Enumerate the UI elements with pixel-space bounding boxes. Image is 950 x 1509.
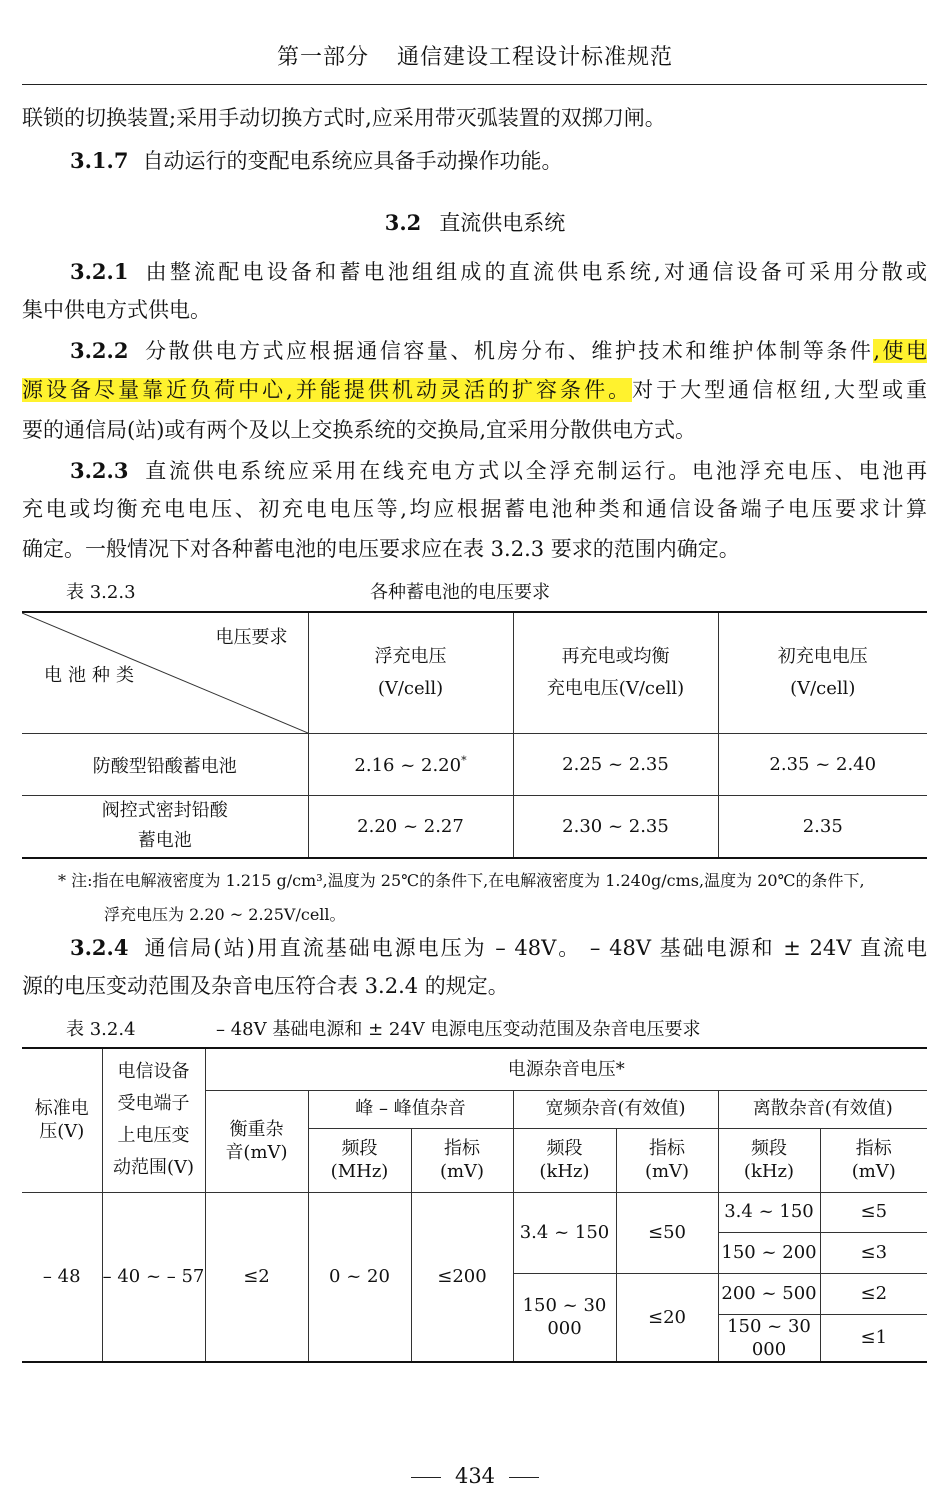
header-initial-charge-voltage <box>718 612 927 734</box>
cell-weighted-noise: ≤2 <box>205 1192 308 1362</box>
clause-text: 直流供电系统应采用在线充电方式以全浮充制运行。电池浮充电压、电池再 <box>142 459 927 483</box>
clause-3-2-3-line3: 确定。一般情况下对各种蓄电池的电压要求应在表 3.2.3 要求的范围内确定。 <box>22 537 740 561</box>
header-text: 指标 <box>855 1137 892 1159</box>
battery-type-line: 阀控式密封铅酸 <box>101 800 228 822</box>
cell-discrete-band: 150 ~ 200 <box>718 1232 820 1273</box>
table-cell: 2.35 <box>718 796 927 858</box>
header-band <box>718 1128 820 1192</box>
cell-discrete-band: 150 ~ 30 000 <box>718 1314 820 1362</box>
header-text: 浮充电压 <box>374 646 447 667</box>
header-text: 频段 <box>341 1137 378 1159</box>
table-row <box>22 612 927 734</box>
header-text: 受电端子 <box>117 1093 190 1115</box>
clause-text: 分散供电方式应根据通信容量、机房分布、维护技术和维护体制等条件 <box>142 339 874 363</box>
clause-number: 3.2.3 <box>70 458 129 483</box>
table2-label: 表 3.2.4 <box>66 1019 136 1040</box>
header-index <box>616 1128 718 1192</box>
header-text: 衡重杂 <box>229 1118 284 1140</box>
header-power-noise: 电源杂音电压* <box>205 1048 927 1090</box>
cell-voltage-range: – 40 ~ – 57 <box>102 1192 205 1362</box>
page-number-dash <box>411 1477 441 1478</box>
paragraph-continuation: 联锁的切换装置;采用手动切换方式时,应采用带灭弧装置的双掷刀闸。 <box>22 106 666 130</box>
clause-text: 通信局(站)用直流基础电源电压为 – 48V。 – 48V 基础电源和 ± 24V 直流电 <box>142 936 927 960</box>
header-band <box>308 1128 411 1192</box>
battery-type <box>22 796 308 858</box>
clause-3-2-2-line1 <box>70 340 927 362</box>
highlighted-text: ,使电 <box>873 339 927 363</box>
clause-3-2-2-line3: 要的通信局(站)或有两个及以上交换系统的交换局,宜采用分散供电方式。 <box>22 418 697 442</box>
header-recharge-voltage <box>513 612 718 734</box>
table-cell: 2.35 ~ 2.40 <box>718 734 927 796</box>
header-title: 通信建设工程设计标准规范 <box>397 45 674 70</box>
battery-voltage-table <box>22 611 927 859</box>
battery-type-line: 蓄电池 <box>137 830 192 852</box>
diag-header-bottom: 电池种类 <box>44 665 140 686</box>
table-cell: 2.30 ~ 2.35 <box>513 796 718 858</box>
clause-3-2-2-line2 <box>22 380 927 401</box>
header-text: 频段 <box>751 1137 787 1159</box>
cell-discrete-band: 200 ~ 500 <box>718 1273 820 1314</box>
table2-title: – 48V 基础电源和 ± 24V 电源电压变动范围及杂音电压要求 <box>216 1019 701 1040</box>
header-unit: (V/cell) <box>790 678 856 699</box>
battery-type: 防酸型铅酸蓄电池 <box>22 734 308 796</box>
header-discrete-noise: 离散杂音(有效值) <box>718 1090 927 1128</box>
header-text: 动范围(V) <box>112 1157 195 1179</box>
header-text: 再充电或均衡 <box>561 646 670 667</box>
header-rule <box>22 84 927 85</box>
clause-number: 3.2.1 <box>70 259 129 284</box>
cell-wide-index: ≤50 <box>616 1192 718 1273</box>
clause-3-2-4-line2: 源的电压变动范围及杂音电压符合表 3.2.4 的规定。 <box>22 974 509 998</box>
header-text: 压(V) <box>39 1121 85 1143</box>
header-part: 第一部分 <box>276 45 369 70</box>
clause-3-2-1-line1 <box>70 261 927 283</box>
cell-standard-voltage: – 48 <box>22 1192 102 1362</box>
header-text: 指标 <box>444 1137 480 1159</box>
header-band <box>513 1128 616 1192</box>
header-unit: (mV) <box>851 1161 896 1182</box>
header-unit: 充电电压(V/cell) <box>546 678 685 699</box>
clause-text: 自动运行的变配电系统应具备手动操作功能。 <box>142 149 563 173</box>
clause-3-2-3-line2: 充电或均衡充电电压、初充电电压等,均应根据蓄电池种类和通信设备端子电压要求计算 <box>22 497 927 521</box>
header-unit: (kHz) <box>539 1161 590 1182</box>
table1-footnote-line2: 浮充电压为 2.20 ~ 2.25V/cell。 <box>104 905 346 924</box>
clause-3-2-4-line1 <box>70 937 927 959</box>
section-title <box>0 207 950 237</box>
header-text: 电信设备 <box>117 1061 190 1083</box>
clause-3-1-7 <box>70 150 927 172</box>
header-terminal-voltage-range <box>102 1048 205 1192</box>
cell-value: 2.16 ~ 2.20 <box>354 754 462 776</box>
table1-footnote-line1: * 注:指在电解液密度为 1.215 g/cm³,温度为 25℃的条件下,在电解液密度为 1.240g/cms,温度为 20℃的条件下, <box>58 871 865 890</box>
section-heading: 直流供电系统 <box>439 211 566 235</box>
cell-peak-index: ≤200 <box>411 1192 513 1362</box>
header-text: 指标 <box>649 1137 685 1159</box>
cell-discrete-band: 3.4 ~ 150 <box>718 1192 820 1232</box>
header-index <box>411 1128 513 1192</box>
footnote-mark: * <box>461 753 467 767</box>
cell-discrete-index: ≤2 <box>820 1273 927 1314</box>
table1-title: 各种蓄电池的电压要求 <box>370 582 550 603</box>
table-cell: 2.20 ~ 2.27 <box>308 796 513 858</box>
table-row <box>22 1192 927 1232</box>
cell-wide-index: ≤20 <box>616 1273 718 1362</box>
header-float-voltage <box>308 612 513 734</box>
table1-label: 表 3.2.3 <box>66 582 136 603</box>
diag-header-top: 电压要求 <box>215 627 288 648</box>
header-standard-voltage <box>22 1048 102 1192</box>
clause-3-2-1-line2: 集中供电方式供电。 <box>22 298 211 322</box>
table-row <box>22 734 927 796</box>
diagonal-header-cell <box>22 612 308 734</box>
header-unit: (MHz) <box>330 1161 389 1182</box>
header-peak-noise: 峰 – 峰值杂音 <box>308 1090 513 1128</box>
clause-3-2-3-line1 <box>70 460 927 482</box>
header-unit: (V/cell) <box>377 678 444 699</box>
highlighted-text: 源设备尽量靠近负荷中心,并能提供机动灵活的扩容条件。 <box>22 378 633 402</box>
header-unit: (mV) <box>644 1161 690 1182</box>
header-weighted-noise <box>205 1090 308 1192</box>
header-text: 上电压变 <box>117 1125 190 1147</box>
table-cell <box>308 734 513 796</box>
table-row <box>22 796 927 858</box>
cell-discrete-index: ≤3 <box>820 1232 927 1273</box>
table-row <box>22 1048 927 1090</box>
page-number <box>0 1464 950 1488</box>
header-text: 频段 <box>546 1137 583 1159</box>
cell-wide-band: 3.4 ~ 150 <box>513 1192 616 1273</box>
cell-wide-band: 150 ~ 30 000 <box>513 1273 616 1362</box>
section-number: 3.2 <box>384 210 422 235</box>
cell-peak-band: 0 ~ 20 <box>308 1192 411 1362</box>
noise-voltage-table <box>22 1047 927 1363</box>
header-index <box>820 1128 927 1192</box>
clause-text: 由整流配电设备和蓄电池组组成的直流供电系统,对通信设备可采用分散或 <box>142 260 927 284</box>
header-text: 初充电电压 <box>777 646 868 667</box>
running-header <box>0 40 950 71</box>
page-number-text: 434 <box>454 1464 496 1488</box>
header-unit: (mV) <box>439 1161 485 1182</box>
header-text: 标准电 <box>34 1097 89 1119</box>
clause-text: 对于大型通信枢纽,大型或重 <box>632 378 927 402</box>
cell-discrete-index: ≤5 <box>820 1192 927 1232</box>
table-cell: 2.25 ~ 2.35 <box>513 734 718 796</box>
header-text: 音(mV) <box>225 1142 288 1163</box>
header-unit: (kHz) <box>743 1161 795 1182</box>
cell-discrete-index: ≤1 <box>820 1314 927 1362</box>
clause-number: 3.1.7 <box>70 148 129 173</box>
header-wideband-noise: 宽频杂音(有效值) <box>513 1090 718 1128</box>
clause-number: 3.2.2 <box>70 338 129 363</box>
clause-number: 3.2.4 <box>70 935 129 960</box>
page-number-dash <box>509 1477 539 1478</box>
